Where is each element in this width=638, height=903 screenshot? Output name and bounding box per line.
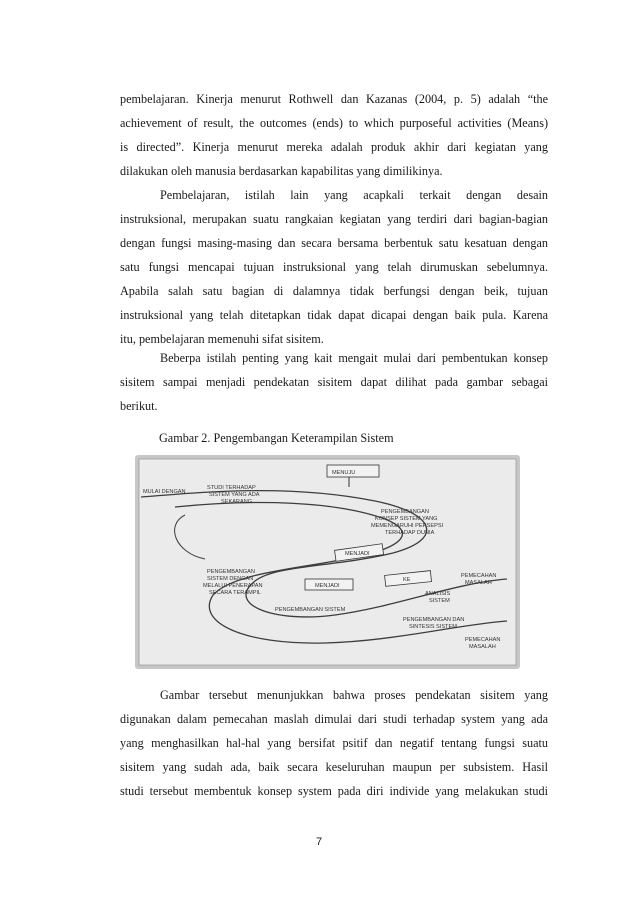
sign-menjadi-upper-label: MENJADI: [345, 551, 370, 557]
paragraph-2: [120, 183, 548, 351]
figure-diagram: [135, 455, 520, 669]
paragraph-2-line: Pembelajaran, istilah lain yang acapkali terkait dengan desain: [160, 188, 548, 202]
sign-menuju-label: MENUJU: [332, 470, 356, 476]
label-analisis-line1: ANALISIS: [425, 591, 451, 597]
paragraph-4-line: Gambar tersebut menunjukkan bahwa proses pendekatan sisitem yang: [160, 688, 548, 702]
paragraph-4-line: studi tersebut membentuk konsep system pada diri individe yang melakukan studi: [120, 784, 548, 798]
paragraph-4-line: yang menghasilkan hal-hal yang bersifat psitif dan negatif tentang fungsi suatu: [120, 736, 548, 750]
paragraph-2-line: satu fungsi mencapai tujuan instruksional yang telah dirumuskan sebelumnya.: [120, 260, 548, 274]
paragraph-4-line: digunakan dalam pemecahan maslah dimulai dari studi terhadap system yang ada: [120, 712, 548, 726]
label-pemecahan-1-line2: MASALAH: [465, 580, 492, 586]
paragraph-3-line: sisitem sampai menjadi pendekatan sisitem dapat dilihat pada gambar sebagai: [120, 375, 548, 389]
label-terampil-line3: MELALUI PENERAPAN: [203, 583, 263, 589]
label-pemecahan-2-line2: MASALAH: [469, 644, 496, 650]
sign-menjadi-lower-label: MENJADI: [315, 583, 340, 589]
paragraph-3-line: berikut.: [120, 399, 158, 413]
paragraph-3: [120, 346, 548, 418]
paragraph-2-line: Apabila salah satu bagian di dalamnya tidak berfungsi dengan beik, tujuan: [120, 284, 548, 298]
paragraph-2-line: itu, pembelajaran memenuhi sifat sisitem.: [120, 332, 324, 346]
label-pengembangan-sistem: PENGEMBANGAN SISTEM: [275, 607, 346, 613]
paragraph-4-line: sisitem yang sudah ada, baik secara keseluruhan maupun per subsistem. Hasil: [120, 760, 548, 774]
paragraph-1: [120, 87, 548, 183]
paragraph-1-line: pembelajaran. Kinerja menurut Rothwell dan Kazanas (2004, p. 5) adalah “the: [120, 92, 548, 106]
paragraph-1-line: dilakukan oleh manusia berdasarkan kapabilitas yang dimilikinya.: [120, 164, 443, 178]
paragraph-2-line: dengan fungsi masing-masing dan secara bersama berbentuk satu kesatuan dengan: [120, 236, 548, 250]
label-terampil-line4: SECARA TERAMPIL: [209, 590, 262, 596]
label-konsep-line2: KONSEP SISTEM YANG: [375, 516, 438, 522]
paragraph-3-line: Beberpa istilah penting yang kait mengait mulai dari pembentukan konsep: [160, 351, 548, 365]
label-studi-line1: STUDI TERHADAP: [207, 485, 256, 491]
label-konsep-line4: TERHADAP DUNIA: [385, 530, 435, 536]
paragraph-1-line: achievement of result, the outcomes (ends) to which purposeful activities (Means): [120, 116, 548, 130]
label-konsep-line1: PENGEMBANGAN: [381, 509, 429, 515]
label-sintesis-line1: PENGEMBANGAN DAN: [403, 617, 465, 623]
label-studi-line2: SISTEM YANG ADA: [209, 492, 260, 498]
label-sintesis-line2: SINTESIS SISTEM: [409, 624, 457, 630]
page-number: 7: [315, 836, 323, 848]
label-terampil-line2: SISTEM DENGAN: [207, 576, 254, 582]
label-konsep-line3: MEMENGARUHI PERSEPSI: [371, 523, 444, 529]
label-studi-line3: SEKARANG: [221, 499, 253, 505]
paragraph-4: [120, 683, 548, 803]
signpost-menjadi-lower: [305, 579, 353, 590]
sign-ke-label: KE: [403, 577, 411, 583]
paragraph-2-line: instruksional yang telah ditetapkan tidak dapat dicapai dengan baik pula. Karena: [120, 308, 548, 322]
label-analisis-line2: SISTEM: [429, 598, 450, 604]
label-pemecahan-2-line1: PEMECAHAN: [465, 637, 501, 643]
label-pemecahan-1-line1: PEMECAHAN: [461, 573, 497, 579]
label-mulai-dengan: MULAI DENGAN: [143, 489, 186, 495]
label-terampil-line1: PENGEMBANGAN: [207, 569, 255, 575]
figure-caption: Gambar 2. Pengembangan Keterampilan Sistem: [159, 431, 394, 445]
system-skills-diagram: [135, 455, 520, 669]
paragraph-1-line: is directed”. Kinerja menurut mereka adalah produk akhir dari kegiatan yang: [120, 140, 548, 154]
paragraph-2-line: instruksional, merupakan suatu rangkaian kegiatan yang terdiri dari bagian-bagian: [120, 212, 548, 226]
